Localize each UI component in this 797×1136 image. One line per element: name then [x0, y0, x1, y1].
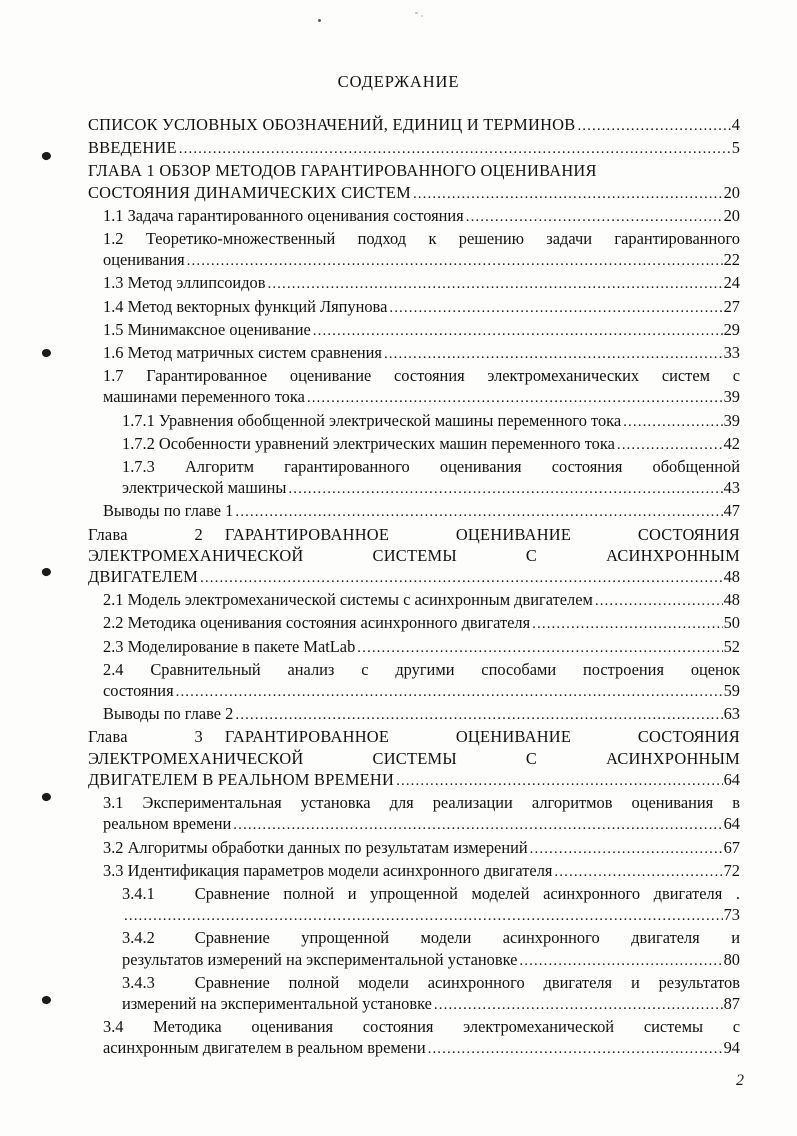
dot-leader [532, 614, 722, 635]
toc-entry-number: 3.4.1 [122, 883, 155, 903]
toc-page-number: 43 [723, 478, 740, 498]
toc-entry-line [88, 524, 740, 545]
toc-page-number: 50 [723, 613, 740, 633]
toc-entry[interactable] [103, 636, 740, 659]
toc-entry-line: 1.7 Гарантированное оценивание состояния электромеханических систем с [103, 366, 740, 386]
toc-page-number: 48 [723, 567, 740, 587]
toc-entry[interactable] [122, 972, 740, 1016]
toc-entry-text: 1.6 Метод матричных систем сравнения [103, 343, 382, 363]
dot-leader [307, 388, 723, 409]
toc-entry-line [103, 703, 740, 726]
toc-page-number: 39 [723, 410, 740, 430]
toc-entry-line [122, 883, 740, 904]
toc-entry[interactable] [88, 726, 740, 792]
toc-page-number: 29 [723, 319, 740, 339]
toc-entry-text: машинами переменного тока [103, 387, 305, 407]
toc-entry-line [122, 477, 740, 500]
toc-entry[interactable] [88, 524, 740, 590]
toc-page-number: 64 [723, 814, 740, 834]
dot-leader [313, 321, 723, 342]
toc-entry-number: Глава 2 [88, 524, 203, 544]
dot-leader [389, 298, 722, 319]
toc-page-number: 80 [723, 949, 740, 969]
dot-leader [288, 479, 722, 500]
toc-entry-text: измерений на экспериментальной установке [122, 993, 432, 1013]
binding-mark [41, 348, 51, 358]
toc-entry-text: 1.1 Задача гарантированного оценивания состояния [103, 205, 464, 225]
toc-entry[interactable] [103, 272, 740, 295]
toc-entry[interactable] [103, 589, 740, 612]
dot-leader [200, 568, 723, 589]
toc-entry-number: 3.4.3 [122, 972, 155, 992]
toc-entry[interactable] [103, 703, 740, 726]
toc-entry-line [103, 1037, 740, 1060]
toc-entry-line [88, 137, 740, 160]
toc-entry[interactable] [103, 365, 740, 409]
toc-entry-text: Выводы по главе 1 [103, 501, 234, 521]
toc-entry-text: ВВЕДЕНИЕ [88, 138, 177, 158]
toc-page-number: 5 [731, 138, 740, 158]
dot-leader [530, 839, 723, 860]
toc-page-number: 20 [723, 205, 740, 225]
dot-leader [413, 184, 723, 205]
dot-leader [623, 412, 722, 433]
toc-entry[interactable] [103, 659, 740, 703]
toc-entry-text: СОСТОЯНИЯ ДИНАМИЧЕСКИХ СИСТЕМ [88, 182, 411, 202]
toc-entry-text: 1.5 Минимаксное оценивание [103, 319, 311, 339]
dot-leader [179, 139, 731, 160]
toc-entry-line [103, 386, 740, 409]
dot-leader [235, 705, 722, 726]
toc-entry[interactable] [103, 837, 740, 860]
dot-leader [357, 638, 722, 659]
toc-page-number: 67 [723, 837, 740, 857]
toc-page-number: 4 [731, 115, 740, 134]
toc-entry-line [122, 993, 740, 1016]
toc-entry[interactable] [122, 927, 740, 971]
toc-entry[interactable] [103, 860, 740, 883]
page-title: СОДЕРЖАНИЕ [337, 72, 460, 91]
toc-entry-text: СПИСОК УСЛОВНЫХ ОБОЗНАЧЕНИЙ, ЕДИНИЦ И ТЕРМИНОВ [88, 115, 576, 134]
toc-entry-line [122, 949, 740, 972]
toc-entry-line: ГЛАВА 1 ОБЗОР МЕТОДОВ ГАРАНТИРОВАННОГО ОЦЕНИВАНИЯ [88, 161, 597, 181]
toc-entry-line: 3.4 Методика оценивания состояния электромеханической системы с [103, 1017, 740, 1037]
toc-entry-text: асинхронным двигателем в реальном времени [103, 1038, 426, 1058]
toc-entry-line [103, 205, 740, 228]
toc-entry-line [122, 972, 740, 993]
toc-entry-text: 1.7.2 Особенности уравнений электрических машин переменного тока [122, 433, 615, 453]
toc-entry-line [103, 837, 740, 860]
toc-entry-line [88, 726, 740, 747]
toc-entry-line [88, 769, 740, 792]
toc-entry-text: оценивания [103, 250, 185, 270]
toc-page-number: 87 [723, 993, 740, 1013]
toc-entry-line [103, 342, 740, 365]
toc-entry-line [103, 272, 740, 295]
toc-entry-text: 2.3 Моделирование в пакете MatLab [103, 636, 356, 656]
binding-mark [41, 151, 51, 161]
toc-entry-text: 1.3 Метод эллипсоидов [103, 273, 266, 293]
toc-entry[interactable] [103, 1016, 740, 1060]
toc-entry-text: Сравнение полной модели асинхронного двигателя и результатов [194, 972, 740, 992]
dot-leader [519, 951, 722, 972]
toc-page-number: 94 [723, 1038, 740, 1058]
toc-page-number: 48 [723, 590, 740, 610]
toc-page-number: 22 [723, 250, 740, 270]
toc-entry-text: Сравнение полной и упрощенной моделей асинхронного двигателя . [194, 883, 740, 903]
toc-entry-line [122, 904, 740, 927]
toc-page-number: 42 [723, 433, 740, 453]
toc-entry[interactable] [103, 500, 740, 523]
dot-leader [267, 274, 722, 295]
toc-page-number: 39 [723, 387, 740, 407]
toc-entry[interactable] [88, 114, 740, 137]
toc-entry-line: 3.1 Экспериментальная установка для реализации алгоритмов оценивания в [103, 793, 740, 813]
toc-entry-text: Выводы по главе 2 [103, 704, 234, 724]
toc-entry-text: состояния [103, 681, 174, 701]
binding-mark [41, 567, 51, 577]
toc-entry[interactable] [122, 410, 740, 433]
dot-leader [617, 435, 723, 456]
binding-mark [41, 995, 51, 1005]
dot-leader [396, 771, 723, 792]
toc-entry-text: результатов измерений на экспериментальной установке [122, 949, 518, 969]
dot-leader [554, 862, 722, 883]
dot-leader [466, 207, 723, 228]
dot-leader [384, 344, 723, 365]
toc-entry-line: ЭЛЕКТРОМЕХАНИЧЕСКОЙ СИСТЕМЫ С АСИНХРОННЫМ [88, 748, 740, 768]
toc-entry-line: 1.2 Теоретико-множественный подход к решению задачи гарантированного [103, 229, 740, 249]
toc-entry-line [103, 589, 740, 612]
toc-entry-line [103, 249, 740, 272]
toc-entry-line [103, 813, 740, 836]
toc-entry[interactable] [122, 433, 740, 456]
toc-page-number: 73 [723, 905, 740, 925]
toc-page-number: 64 [723, 769, 740, 789]
scan-speck [421, 15, 423, 17]
toc-entry[interactable] [103, 792, 740, 836]
toc-entry-line [103, 860, 740, 883]
toc-entry-text: реальном времени [103, 814, 232, 834]
toc-entry[interactable] [103, 342, 740, 365]
toc-entry-text: 2.1 Модель электромеханической системы с асинхронным двигателем [103, 590, 593, 610]
toc-entry-line [122, 433, 740, 456]
toc-entry-number: 3.4.2 [122, 928, 155, 948]
toc-entry[interactable] [88, 137, 740, 160]
toc-entry-line: 1.7.3 Алгоритм гарантированного оценивания состояния обобщенной [122, 457, 740, 477]
toc-entry-line [103, 612, 740, 635]
toc-entry-text: ДВИГАТЕЛЕМ В РЕАЛЬНОМ ВРЕМЕНИ [88, 769, 395, 789]
toc-entry-text: ГАРАНТИРОВАННОЕ ОЦЕНИВАНИЕ СОСТОЯНИЯ [224, 524, 740, 544]
toc-entry[interactable] [88, 160, 740, 204]
toc-page-number: 63 [723, 704, 740, 724]
toc-entry-line: ЭЛЕКТРОМЕХАНИЧЕСКОЙ СИСТЕМЫ С АСИНХРОННЫМ [88, 545, 740, 565]
toc-entry[interactable] [103, 296, 740, 319]
table-of-contents [88, 114, 740, 1061]
toc-entry[interactable] [103, 205, 740, 228]
scan-speck [318, 19, 321, 22]
toc-entry-text: 1.4 Метод векторных функций Ляпунова [103, 296, 388, 316]
page-number: 2 [736, 1072, 744, 1089]
toc-entry-text: ГАРАНТИРОВАННОЕ ОЦЕНИВАНИЕ СОСТОЯНИЯ [224, 727, 740, 747]
toc-page-number: 72 [723, 860, 740, 880]
toc-entry-line [88, 182, 740, 205]
toc-page-number: 59 [723, 681, 740, 701]
toc-entry[interactable] [122, 883, 740, 927]
dot-leader [176, 682, 723, 703]
dot-leader [577, 116, 730, 137]
toc-page-number: 27 [723, 296, 740, 316]
toc-entry[interactable] [103, 319, 740, 342]
dot-leader [187, 251, 723, 272]
toc-entry-text: 1.7.1 Уравнения обобщенной электрической машины переменного тока [122, 410, 622, 430]
toc-entry-line [103, 636, 740, 659]
dot-leader [233, 815, 722, 836]
toc-entry-line [103, 319, 740, 342]
toc-page-number: 52 [723, 636, 740, 656]
dot-leader [434, 995, 723, 1016]
toc-page-number: 20 [723, 182, 740, 202]
toc-entry-line [103, 500, 740, 523]
dot-leader [124, 906, 723, 927]
dot-leader [595, 591, 723, 612]
toc-entry-text: электрической машины [122, 478, 287, 498]
toc-entry-line [103, 680, 740, 703]
toc-entry[interactable] [103, 612, 740, 635]
toc-entry[interactable] [122, 456, 740, 500]
toc-entry-line [88, 114, 740, 137]
binding-mark [41, 792, 51, 802]
toc-entry-text: 3.2 Алгоритмы обработки данных по результатам измерений [103, 837, 528, 857]
toc-page-number: 24 [723, 273, 740, 293]
toc-entry-text: 2.2 Методика оценивания состояния асинхронного двигателя [103, 613, 531, 633]
toc-entry-line [88, 566, 740, 589]
toc-page-number: 47 [723, 501, 740, 521]
toc-entry-line: 2.4 Сравнительный анализ с другими способами построения оценок [103, 659, 740, 679]
toc-entry[interactable] [103, 228, 740, 272]
toc-page-number: 33 [723, 343, 740, 363]
toc-entry-number: Глава 3 [88, 727, 203, 747]
toc-entry-line [122, 927, 740, 948]
toc-entry-text: ДВИГАТЕЛЕМ [88, 567, 199, 587]
toc-entry-line [122, 410, 740, 433]
toc-entry-line [103, 296, 740, 319]
toc-entry-text: Сравнение упрощенной модели асинхронного двигателя и [194, 928, 740, 948]
dot-leader [235, 502, 722, 523]
toc-entry-text: 3.3 Идентификация параметров модели асинхронного двигателя [103, 860, 553, 880]
dot-leader [428, 1039, 723, 1060]
scan-speck [415, 12, 418, 14]
